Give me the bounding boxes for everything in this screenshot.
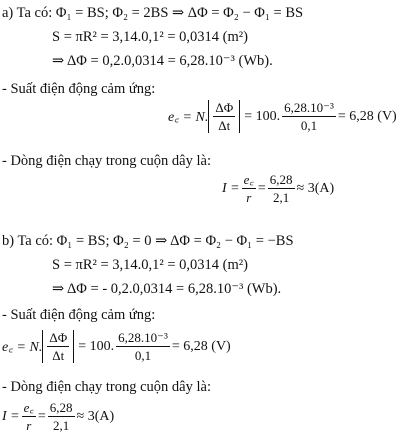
part-b-current-formula [2,400,114,433]
part-b-emf-heading: - Suất điện động cảm ứng: [2,307,156,323]
frac-denominator: 2,1 [273,190,290,205]
part-a-current-formula [222,172,334,205]
frac-denominator: 0,1 [300,118,318,133]
emf-value-fraction [116,330,170,363]
frac-numerator: 6,28.10⁻³ [118,330,168,345]
current-lhs: I = [222,180,240,196]
abs-bars [42,330,74,363]
emf-over-r [22,400,36,433]
emf-lhs: e꜀ = N. [2,340,43,355]
part-a-given: a) Ta có: Φ₁ = BS; Φ₂ = 2BS ⇒ ΔΦ = Φ₂ − Φ₁ = BS [2,5,304,21]
current-value-fraction [48,400,75,433]
part-a-flux-change: ⇒ ΔΦ = 0,2.0,0314 = 6,28.10⁻³ (Wb). [52,53,273,69]
current-eq: = [37,408,46,424]
frac-numerator: e꜀ [23,400,34,415]
abs-bars [208,100,240,133]
emf-lhs: e꜀ = N. [168,110,209,125]
part-b-area: S = πR² = 3,14.0,1² = 0,0314 (m²) [52,257,248,273]
emf-value-fraction [282,100,336,133]
part-a-current-heading: - Dòng điện chạy trong cuộn dây là: [2,153,211,169]
emf-mid: = 100. [78,338,115,354]
frac-numerator: 6,28 [49,400,73,415]
part-a-emf-formula [168,100,397,133]
frac-denominator: Δt [218,118,231,133]
part-b-flux-change: ⇒ ΔΦ = - 0,2.0,0314 = 6,28.10⁻³ (Wb). [52,281,282,297]
frac-numerator: 6,28.10⁻³ [284,100,334,115]
frac-numerator: ΔΦ [215,100,234,115]
emf-result: = 6,28 (V) [337,108,397,124]
emf-result: = 6,28 (V) [171,338,231,354]
frac-denominator: r [26,418,32,433]
frac-denominator: r [246,190,252,205]
frac-numerator: 6,28 [269,172,293,187]
part-b-current-heading: - Dòng điện chạy trong cuộn dây là: [2,379,211,395]
emf-mid: = 100. [244,108,281,124]
frac-denominator: 2,1 [53,418,70,433]
current-lhs: I = [2,408,20,424]
frac-numerator: e꜀ [243,172,254,187]
emf-over-r [242,172,256,205]
part-a-emf-heading: - Suất điện động cảm ứng: [2,81,156,97]
current-eq: = [257,180,266,196]
current-result: ≈ 3(A) [296,180,335,196]
delta-phi-over-delta-t [213,100,235,133]
part-b-given: b) Ta có: Φ₁ = BS; Φ₂ = 0 ⇒ ΔΦ = Φ₂ − Φ₁ = −BS [2,233,294,249]
delta-phi-over-delta-t [47,330,69,363]
frac-denominator: 0,1 [134,348,152,363]
frac-denominator: Δt [52,348,65,363]
part-b-emf-formula [2,330,231,363]
frac-numerator: ΔΦ [49,330,68,345]
part-a-area: S = πR² = 3,14.0,1² = 0,0314 (m²) [52,29,248,45]
current-result: ≈ 3(A) [76,408,115,424]
current-value-fraction [268,172,295,205]
